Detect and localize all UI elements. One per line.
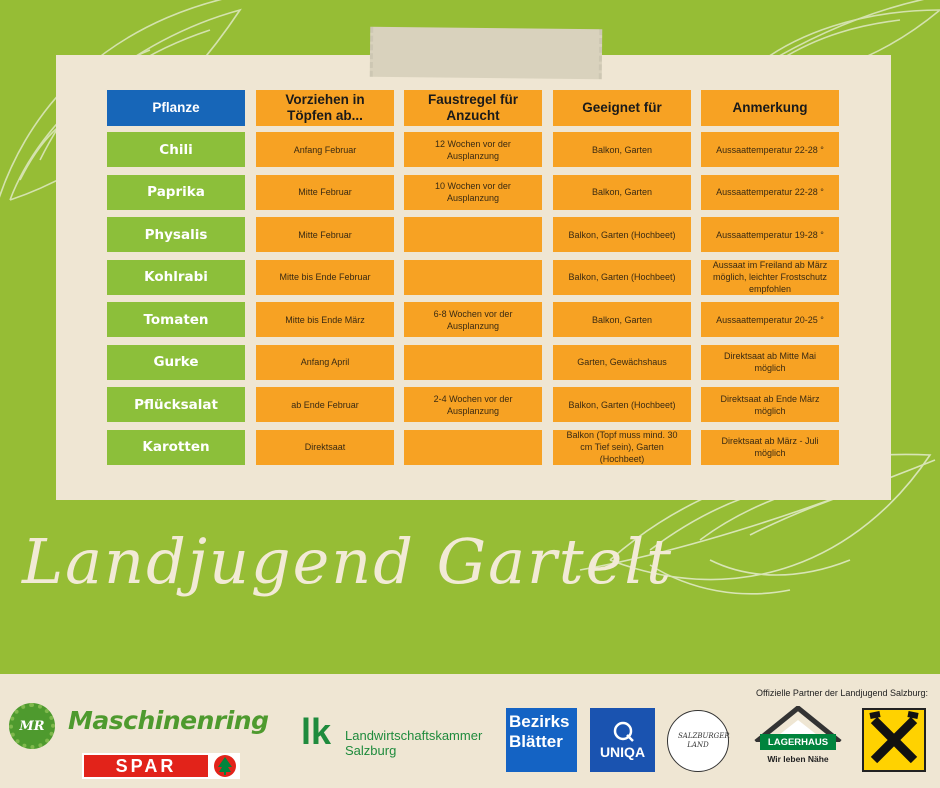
cell-geeignet: Balkon, Garten (Hochbeet) [553,260,691,295]
lagerhaus-logo [752,706,844,774]
cell-faustregel [404,430,542,465]
plant-label: Gurke [107,345,245,380]
cell-anmerkung: Aussaattemperatur 22-28 ° [701,132,839,167]
cell-faustregel [404,217,542,252]
cell-vorziehen: Mitte bis Ende März [256,302,394,337]
cell-faustregel: 2-4 Wochen vor der Ausplanzung [404,387,542,422]
header-pflanze: Pflanze [107,90,245,126]
cell-geeignet: Balkon (Topf muss mind. 30 cm Tief sein), Garten (Hochbeet) [553,430,691,465]
partner-note: Offizielle Partner der Landjugend Salzburg: [756,688,928,698]
plant-label: Physalis [107,217,245,252]
cell-vorziehen: Anfang Februar [256,132,394,167]
plant-label: Tomaten [107,302,245,337]
plant-label: Kohlrabi [107,260,245,295]
header-geeignet: Geeignet für [553,90,691,126]
uniqa-logo [590,708,655,772]
plant-label: Chili [107,132,245,167]
spar-text: SPAR [115,755,177,776]
salzburger-land-logo [667,710,729,772]
cell-vorziehen: Mitte Februar [256,217,394,252]
cell-geeignet: Balkon, Garten (Hochbeet) [553,217,691,252]
cell-faustregel [404,260,542,295]
header-vorziehen: Vorziehen in Töpfen ab... [256,90,394,126]
uniqa-text: UNIQA [599,744,646,760]
cell-anmerkung: Aussaat im Freiland ab März möglich, leichter Frostschutz empfohlen [701,260,839,295]
cell-anmerkung: Aussaattemperatur 19-28 ° [701,217,839,252]
script-title: Landjugend Gartelt [22,525,674,598]
cell-faustregel: 10 Wochen vor der Ausplanzung [404,175,542,210]
partner-footer [0,674,940,788]
lk-line1: Landwirtschaftskammer [345,728,483,743]
header-faustregel: Faustregel für Anzucht [404,90,542,126]
lagerhaus-tagline: Wir leben Nähe [767,754,829,764]
cell-anmerkung: Aussaattemperatur 22-28 ° [701,175,839,210]
lagerhaus-band [760,734,836,750]
cell-anmerkung: Direktsaat ab Mitte Mai möglich [701,345,839,380]
header-anmerkung: Anmerkung [701,90,839,126]
cell-vorziehen: Mitte bis Ende Februar [256,260,394,295]
plant-label: Paprika [107,175,245,210]
mr-badge-text: MR [19,718,45,734]
bezirksblaetter-logo [506,708,577,772]
bezirks-line1: Bezirks [509,712,570,731]
lk-line2: Salzburg [345,743,397,758]
plant-label: Karotten [107,430,245,465]
cell-geeignet: Balkon, Garten [553,175,691,210]
plant-label: Pflücksalat [107,387,245,422]
salzburger-land-text: SALZBURGER LAND [678,732,730,749]
cell-vorziehen: Mitte Februar [256,175,394,210]
cell-faustregel: 12 Wochen vor der Ausplanzung [404,132,542,167]
cell-geeignet: Balkon, Garten [553,132,691,167]
bezirks-line2: Blätter [509,732,563,751]
cell-faustregel: 6-8 Wochen vor der Ausplanzung [404,302,542,337]
lagerhaus-text: LAGERHAUS [767,736,829,748]
cell-vorziehen: Anfang April [256,345,394,380]
uniqa-emblem-icon [610,720,636,742]
tape-strip [370,27,603,79]
spar-logo [82,753,240,779]
lk-mark: lk [301,711,332,752]
raiffeisen-logo [862,708,926,772]
cell-anmerkung: Direktsaat ab März - Juli möglich [701,430,839,465]
cell-geeignet: Balkon, Garten [553,302,691,337]
cell-faustregel [404,345,542,380]
cell-vorziehen: ab Ende Februar [256,387,394,422]
cell-geeignet: Garten, Gewächshaus [553,345,691,380]
raiffeisen-gable-cross-icon [864,710,924,770]
cell-geeignet: Balkon, Garten (Hochbeet) [553,387,691,422]
maschinenring-logo: Maschinenring [68,706,269,735]
spar-tree-icon [212,754,238,778]
cell-anmerkung: Direktsaat ab Ende März möglich [701,387,839,422]
cell-anmerkung: Aussaattemperatur 20-25 ° [701,302,839,337]
mr-badge-logo [9,703,55,749]
cell-vorziehen: Direktsaat [256,430,394,465]
